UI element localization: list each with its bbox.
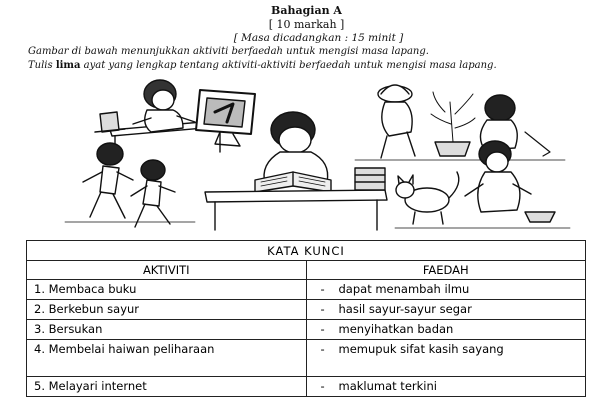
- table-title: KATA KUNCI: [27, 241, 586, 261]
- benefit-cell: [306, 280, 586, 300]
- monitor-drawing: [196, 90, 255, 146]
- dash-marker: -: [320, 379, 325, 393]
- dash-marker: -: [320, 342, 325, 356]
- instruction-2-bold: lima: [55, 60, 81, 71]
- activity-cell: 4. Membelai haiwan peliharaan: [27, 340, 307, 377]
- section-title: Bahagian A: [271, 4, 342, 17]
- table-row: [27, 377, 586, 397]
- marks-label: [ 10 markah ]: [268, 18, 345, 31]
- instruction-2-post: ayat yang lengkap tentang aktiviti-aktiviti berfaedah untuk mengisi masa lapang.: [80, 60, 497, 71]
- instruction-line-2: [28, 60, 497, 71]
- dash-marker: -: [320, 302, 325, 316]
- benefit-text: memupuk sifat kasih sayang: [338, 342, 504, 356]
- running-children: [65, 143, 195, 227]
- gardening-scene: [355, 85, 565, 160]
- keywords-table: [26, 240, 586, 397]
- benefit-text: maklumat terkini: [338, 379, 437, 393]
- benefit-text: dapat menambah ilmu: [338, 282, 470, 296]
- activity-cell: 1. Membaca buku: [27, 280, 307, 300]
- benefit-cell: [306, 377, 586, 397]
- activities-illustration: [55, 72, 575, 232]
- dash-marker: -: [320, 282, 325, 296]
- column-header-benefit: FAEDAH: [306, 261, 586, 280]
- table-row: [27, 340, 586, 377]
- instruction-line-1: Gambar di bawah menunjukkan aktiviti berfaedah untuk mengisi masa lapang.: [28, 46, 429, 57]
- instruction-2-pre: Tulis: [28, 60, 56, 71]
- benefit-cell: [306, 300, 586, 320]
- table-row: [27, 320, 586, 340]
- benefit-text: hasil sayur-sayur segar: [338, 302, 472, 316]
- boy-with-cat: [395, 141, 570, 228]
- benefit-text: menyihatkan badan: [338, 322, 454, 336]
- benefit-cell: [306, 320, 586, 340]
- table-row: [27, 280, 586, 300]
- table-row: [27, 300, 586, 320]
- dash-marker: -: [320, 322, 325, 336]
- activity-cell: 3. Bersukan: [27, 320, 307, 340]
- activity-cell: 5. Melayari internet: [27, 377, 307, 397]
- activity-cell: 2. Berkebun sayur: [27, 300, 307, 320]
- benefit-cell: [306, 340, 586, 377]
- column-header-activity: AKTIVITI: [27, 261, 307, 280]
- suggested-time: [ Masa dicadangkan : 15 minit ]: [233, 32, 404, 44]
